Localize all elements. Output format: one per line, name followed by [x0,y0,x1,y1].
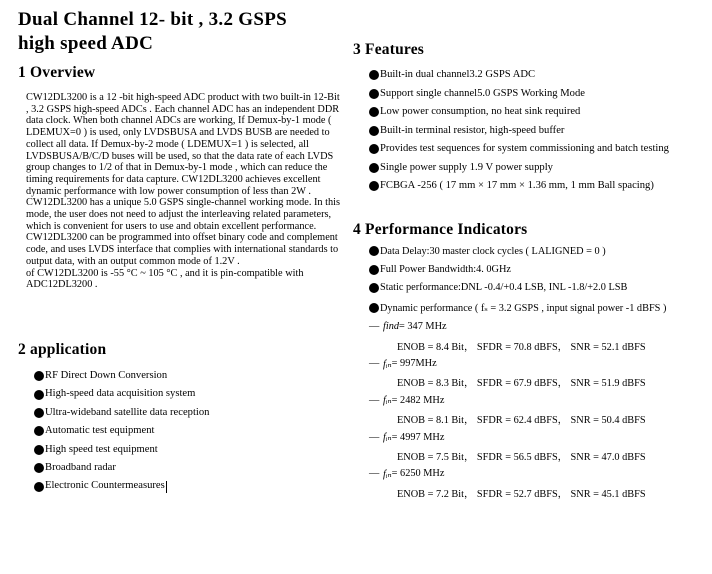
bullet-icon [34,371,44,381]
list-item: Built-in terminal resistor, high-speed buffer [369,122,669,141]
application-heading: 2 application [18,341,107,358]
bullet-icon [369,303,379,313]
bullet-icon [369,283,379,293]
bullet-icon [369,89,379,99]
overview-paragraph: CW12DL3200 is a 12 -bit high-speed ADC product with two built-in 12-Bit , 3.2 GSPS high-speed ADCs . Each channel ADC has an independent DDR data clock. When both channel ADCs are working, If Demux-by-1 mode ( LDEMUX=0 ) is used, only LVDSBUSA and LVDS BUSB are needed to collect all data. If Demux-by-2 mode ( LDEMUX=1 ) is selected, all LVDSBUSA/B/C/D buses will be used, so that the data rate of each LVDS group changes to 1/2 of that in Demux-by-1 mode , which can reduce the timing requirements for data capture. CW12DL3200 achieves excellent dynamic performance with low power consumption of less than 2W . [26,92,340,197]
dynamic-result: ENOB = 7.5 Bit， SFDR = 56.5 dBFS， SNR = 47.0 dBFS [397,451,646,463]
frequency-label: fᵢₙ [383,358,392,370]
bullet-icon [369,246,379,256]
bullet-icon [369,70,379,80]
overview-paragraph: CW12DL3200 has a unique 5.0 GSPS single-channel working mode. In this mode, the user does not need to adjust the interleaving related parameters, which is convenient for users to use and obtain excellent performance. [26,197,341,232]
bullet-icon [369,144,379,154]
bullet-icon [34,408,44,418]
dynamic-result: ENOB = 8.3 Bit， SFDR = 67.9 dBFS， SNR = 51.9 dBFS [397,378,646,390]
dynamic-result: ENOB = 8.4 Bit， SFDR = 70.8 dBFS， SNR = 52.1 dBFS [397,341,646,353]
bullet-icon [369,265,379,275]
list-item: Electronic Countermeasures [34,477,209,495]
frequency-value: = 6250 MHz [391,468,445,480]
overview-paragraph: CW12DL3200 can be programmed into offset binary code and complement code, and uses LVDS interface that complies with international standards to output data, with an output common mode of 1.2V . [26,232,339,267]
bullet-icon [34,445,44,455]
list-item: High-speed data acquisition system [34,385,209,403]
frequency-label: fᵢₙ [383,432,392,444]
overview-heading: 1 Overview [18,64,96,81]
list-item: Low power consumption, no heat sink required [369,103,669,122]
document-title [18,8,338,56]
list-item: Ultra-wideband satellite data reception [34,404,209,422]
list-item: Provides test sequences for system commissioning and batch testing [369,140,669,159]
frequency-label: find [383,321,400,333]
performance-heading: 4 Performance Indicators [353,221,528,238]
list-item: FCBGA -256 ( 17 mm × 17 mm × 1.36 mm, 1 mm Ball spacing) [369,177,669,196]
list-item: Automatic test equipment [34,422,209,440]
bullet-icon [369,163,379,173]
title-line-2: high speed ADC [18,33,154,54]
performance-list [369,242,666,501]
overview-paragraph: of CW12DL3200 is -55 °C ~ 105 °C , and it is pin-compatible with ADC12DL3200 . [26,267,304,291]
bullet-icon [34,463,44,473]
bullet-icon [34,390,44,400]
bullet-icon [34,426,44,436]
dynamic-frequency: — fᵢₙ = 4997 MHz [369,431,445,444]
frequency-value: = 347 MHz [399,321,447,333]
text-cursor [166,481,167,493]
list-item: Dynamic performance ( fₛ = 3.2 GSPS , input signal power -1 dBFS ) [369,299,666,317]
bullet-icon [369,107,379,117]
dynamic-frequency: — fᵢₙ = 2482 MHz [369,394,445,407]
frequency-label: fᵢₙ [383,468,392,480]
list-item: Full Power Bandwidth:4. 0GHz [369,260,666,278]
title-line-1: Dual Channel 12- bit , 3.2 GSPS [18,9,288,30]
list-item: High speed test equipment [34,441,209,459]
application-list [34,367,209,496]
list-item: Single power supply 1.9 V power supply [369,159,669,178]
list-item: Data Delay:30 master clock cycles ( LALIGNED = 0 ) [369,242,666,260]
dynamic-frequency: — fᵢₙ = 6250 MHz [369,468,445,480]
overview-text [26,92,344,291]
frequency-value: = 2482 MHz [391,394,445,406]
features-heading: 3 Features [353,41,425,58]
list-item: RF Direct Down Conversion [34,367,209,385]
bullet-icon [369,181,379,191]
dynamic-frequency: — find = 347 MHz [369,321,447,333]
frequency-label: fᵢₙ [383,395,392,407]
dynamic-result: ENOB = 8.1 Bit， SFDR = 62.4 dBFS， SNR = 50.4 dBFS [397,415,646,427]
list-item: Broadband radar [34,459,209,477]
bullet-icon [34,482,44,492]
frequency-value: = 997MHz [391,358,437,370]
dynamic-frequency: — fᵢₙ = 997MHz [369,358,437,370]
bullet-icon [369,126,379,136]
features-list [369,66,669,196]
list-item: Support single channel5.0 GSPS Working Mode [369,85,669,104]
dynamic-result: ENOB = 7.2 Bit， SFDR = 52.7 dBFS， SNR = 45.1 dBFS [397,488,646,500]
list-item: Built-in dual channel3.2 GSPS ADC [369,66,669,85]
frequency-value: = 4997 MHz [391,431,445,443]
list-item: Static performance:DNL -0.4/+0.4 LSB, INL -1.8/+2.0 LSB [369,279,666,297]
